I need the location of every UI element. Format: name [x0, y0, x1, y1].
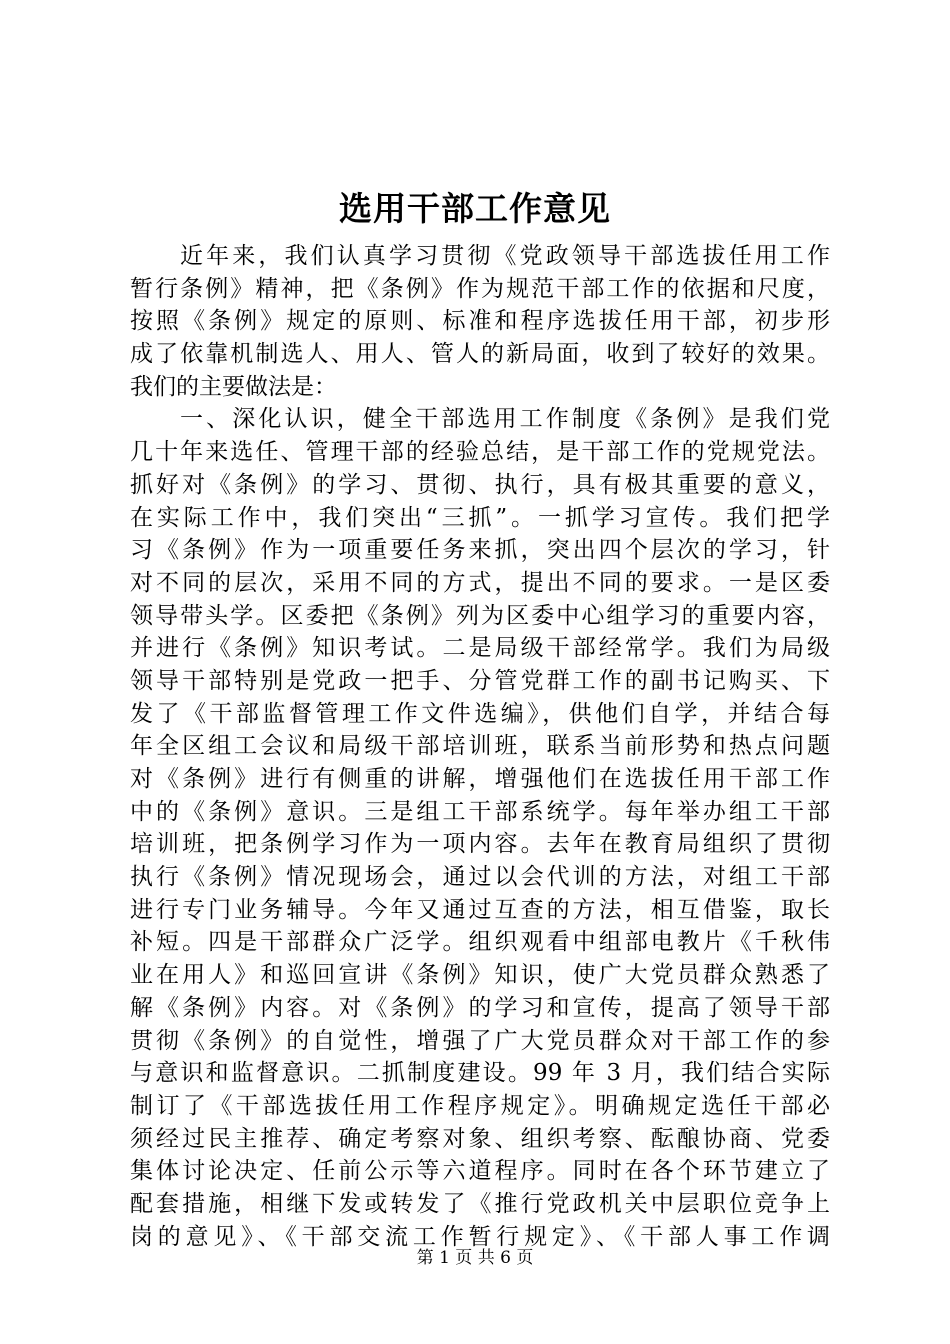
body-line: 对《条例》进行有侧重的讲解，增强他们在选拔任用干部工作 — [130, 766, 830, 792]
body-line: 与意识和监督意识。二抓制度建设。99 年 3 月，我们结合实际 — [130, 1060, 830, 1087]
body-line: 培训班，把条例学习作为一项内容。去年在教育局组织了贯彻 — [130, 831, 830, 858]
body-line: 领导带头学。区委把《条例》列为区委中心组学习的重要内容， — [130, 602, 830, 629]
body-line: 按照《条例》规定的原则、标准和程序选拔任用干部，初步形 — [130, 308, 830, 335]
body-line: 补短。四是干部群众广泛学。组织观看中组部电教片《千秋伟 — [130, 929, 830, 956]
body-line: 暂行条例》精神，把《条例》作为规范干部工作的依据和尺度， — [130, 275, 830, 302]
body-line: 执行《条例》情况现场会，通过以会代训的方法，对组工干部 — [130, 864, 830, 891]
body-line: 解《条例》内容。对《条例》的学习和宣传，提高了领导干部 — [130, 994, 830, 1021]
body-line: 成了依靠机制选人、用人、管人的新局面，收到了较好的效果。 — [130, 341, 830, 368]
body-line: 习《条例》作为一项重要任务来抓，突出四个层次的学习，针 — [130, 537, 830, 564]
body-line: 中的《条例》意识。三是组工干部系统学。每年举办组工干部 — [130, 798, 830, 825]
document-title: 选用干部工作意见 — [339, 189, 611, 228]
body-line: 配套措施，相继下发或转发了《推行党政机关中层职位竞争上 — [130, 1190, 830, 1217]
body-line: 发了《干部监督管理工作文件选编》，供他们自学，并结合每 — [130, 700, 830, 727]
body-line: 须经过民主推荐、确定考察对象、组织考察、酝酿协商、党委 — [130, 1125, 830, 1152]
body-line: 集体讨论决定、任前公示等六道程序。同时在各个环节建立了 — [130, 1158, 830, 1185]
body-line: 贯彻《条例》的自觉性，增强了广大党员群众对干部工作的参 — [130, 1027, 830, 1054]
body-line: 岗的意见》、《干部交流工作暂行规定》、《干部人事工作调 — [130, 1223, 830, 1250]
body-line: 在实际工作中，我们突出“三抓”。一抓学习宣传。我们把学 — [130, 504, 830, 531]
body-line: 领导干部特别是党政一把手、分管党群工作的副书记购买、下 — [130, 667, 830, 694]
body-line: 近年来，我们认真学习贯彻《党政领导干部选拔任用工作 — [180, 243, 830, 269]
body-line: 抓好对《条例》的学习、贯彻、执行，具有极其重要的意义， — [130, 471, 830, 498]
body-line: 几十年来选任、管理干部的经验总结，是干部工作的党规党法。 — [130, 439, 830, 466]
body-line: 进行专门业务辅导。今年又通过互查的方法，相互借鉴，取长 — [130, 896, 830, 923]
body-line: 年全区组工会议和局级干部培训班，联系当前形势和热点问题 — [130, 733, 830, 760]
page-footer: 第 1 页 共 6 页 — [416, 1248, 534, 1268]
body-line: 制订了《干部选拔任用工作程序规定》。明确规定选任干部必 — [130, 1092, 830, 1119]
body-line: 我们的主要做法是： — [130, 373, 337, 400]
body-line: 业在用人》和巡回宣讲《条例》知识，使广大党员群众熟悉了 — [130, 962, 830, 989]
body-line: 一、深化认识，健全干部选用工作制度《条例》是我们党 — [180, 406, 830, 433]
document-body — [130, 240, 830, 1253]
body-line: 并进行《条例》知识考试。二是局级干部经常学。我们为局级 — [130, 635, 830, 662]
body-line: 对不同的层次，采用不同的方式，提出不同的要求。一是区委 — [130, 569, 830, 596]
